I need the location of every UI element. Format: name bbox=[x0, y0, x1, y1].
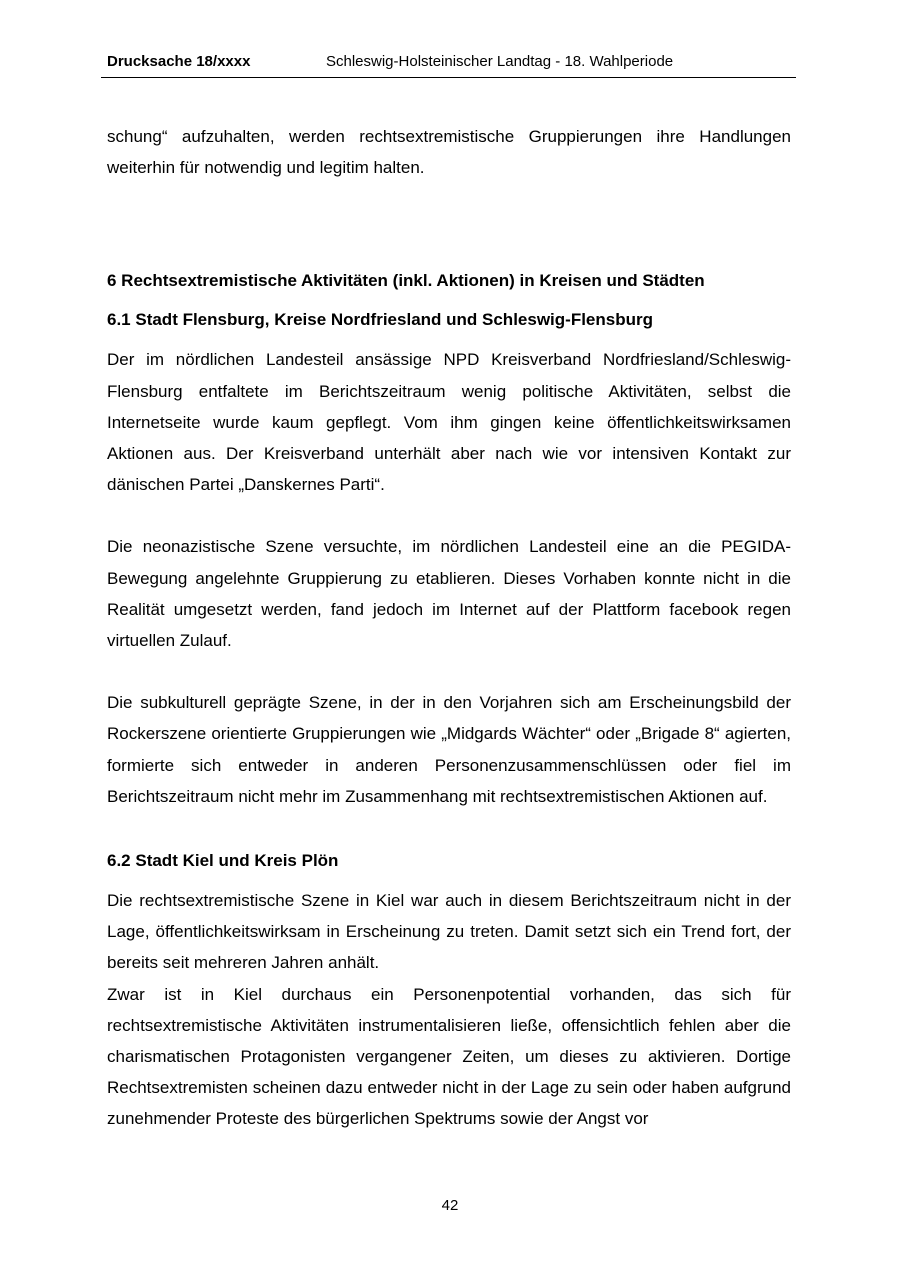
paragraph-kiel-szene: Die rechtsextremistische Szene in Kiel war auch in diesem Berichtszeitraum nicht in der Lage, öffentlichkeitswirksam in Erscheinung zu treten. Damit setzt sich ein Trend fort, der bereits seit mehreren Jahren anhält. bbox=[107, 891, 791, 973]
document-body bbox=[107, 121, 791, 1135]
parliament-title: Schleswig-Holsteinischer Landtag - 18. Wahlperiode bbox=[326, 53, 674, 70]
document-number: Drucksache 18/xxxx bbox=[107, 53, 251, 70]
paragraph-kiel-personenpotential: Zwar ist in Kiel durchaus ein Personenpotential vorhanden, das sich für rechtsextremistische Aktivitäten instrumentalisieren ließe, offensichtlich fehlen aber die charismatischen Protagonisten vergangener Zeiten, um dieses zu aktivieren. Dortige Rechtsextremisten scheinen dazu entweder nicht in der Lage zu sein oder haben aufgrund zunehmender Proteste des bürgerlichen Spektrums sowie der Angst vor bbox=[107, 984, 791, 1129]
page-number: 42 bbox=[441, 1197, 459, 1214]
paragraph-npd-kreisverband: Der im nördlichen Landesteil ansässige NPD Kreisverband Nordfriesland/Schleswig-Flensburg entfaltete im Berichtszeitraum wenig politische Aktivitäten, selbst die Internetseite wurde kaum gepflegt. Vom ihm gingen keine öffentlichkeitswirksamen Aktionen aus. Der Kreisverband unterhält aber nach wie vor intensiven Kontakt zur dänischen Partei „Danskernes Parti“. bbox=[107, 350, 791, 495]
paragraph-subkultur-szene: Die subkulturell geprägte Szene, in der in den Vorjahren sich am Erscheinungsbild der Rockerszene orientierte Gruppierungen wie „Midgards Wächter“ oder „Brigade 8“ agierten, formierte sich entweder in anderen Personenzusammenschlüssen oder fiel im Berichtszeitraum nicht mehr im Zusammenhang mit rechtsextremistischen Aktionen auf. bbox=[107, 693, 791, 806]
paragraph-neonazi-szene: Die neonazistische Szene versuchte, im nördlichen Landesteil eine an die PEGIDA-Bewegung angelehnte Gruppierung zu etablieren. Dieses Vorhaben konnte nicht in die Realität umgesetzt werden, fand jedoch im Internet auf der Plattform facebook regen virtuellen Zulauf. bbox=[107, 537, 791, 651]
section-6-2-heading: 6.2 Stadt Kiel und Kreis Plön bbox=[107, 851, 339, 871]
section-6-1-heading: 6.1 Stadt Flensburg, Kreise Nordfriesland und Schleswig-Flensburg bbox=[107, 310, 653, 330]
section-6-heading: 6 Rechtsextremistische Aktivitäten (inkl. Aktionen) in Kreisen und Städten bbox=[107, 271, 705, 291]
page-header bbox=[101, 50, 796, 78]
intro-paragraph: schung“ aufzuhalten, werden rechtsextremistische Gruppierungen ihre Handlungen weiterhin für notwendig und legitim halten. bbox=[107, 127, 791, 178]
